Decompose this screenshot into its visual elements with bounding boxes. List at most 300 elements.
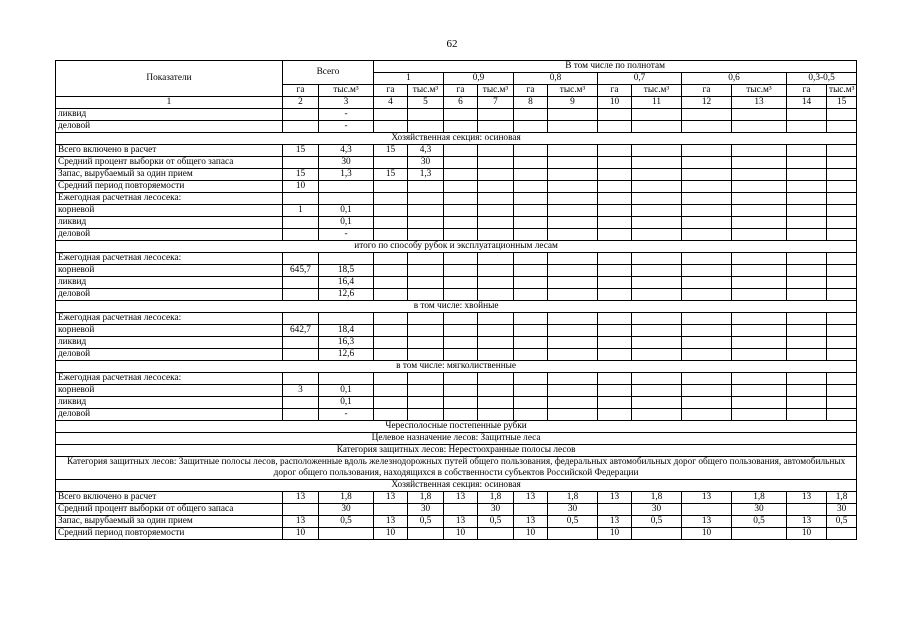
table-cell xyxy=(632,277,682,289)
table-cell xyxy=(632,528,682,540)
table-cell xyxy=(732,325,787,337)
section-row xyxy=(56,133,857,145)
table-cell xyxy=(444,169,478,181)
table-row xyxy=(56,373,857,385)
table-cell: 10 xyxy=(787,528,827,540)
table-row xyxy=(56,193,857,205)
column-number: 11 xyxy=(632,97,682,109)
table-cell xyxy=(514,121,548,133)
table-cell: 1,8 xyxy=(319,492,374,504)
table-cell xyxy=(408,349,444,361)
table-cell xyxy=(408,289,444,301)
table-cell xyxy=(827,193,857,205)
table-cell xyxy=(548,289,598,301)
table-cell xyxy=(548,265,598,277)
table-cell xyxy=(682,109,732,121)
table-cell xyxy=(514,313,548,325)
table-cell: 0,5 xyxy=(827,516,857,528)
table-cell xyxy=(632,145,682,157)
table-cell xyxy=(682,504,732,516)
table-cell xyxy=(444,277,478,289)
table-cell xyxy=(682,385,732,397)
table-cell xyxy=(548,397,598,409)
table-cell xyxy=(319,373,374,385)
table-cell xyxy=(632,109,682,121)
table-cell: 13 xyxy=(283,516,319,528)
table-cell xyxy=(682,193,732,205)
table-cell xyxy=(827,397,857,409)
row-label: корневой xyxy=(56,265,283,277)
table-cell xyxy=(408,193,444,205)
table-cell xyxy=(732,229,787,241)
table-cell xyxy=(682,181,732,193)
table-cell xyxy=(682,373,732,385)
table-cell xyxy=(827,409,857,421)
table-cell: 4,3 xyxy=(408,145,444,157)
table-cell xyxy=(787,397,827,409)
page-number: 62 xyxy=(446,38,458,50)
header-unit: тыс.м³ xyxy=(548,85,598,97)
column-number: 1 xyxy=(56,97,283,109)
table-cell: 18,5 xyxy=(319,265,374,277)
header-unit: га xyxy=(682,85,732,97)
table-cell xyxy=(827,385,857,397)
table-cell: 0,5 xyxy=(408,516,444,528)
table-cell: 12,6 xyxy=(319,349,374,361)
table-cell xyxy=(283,277,319,289)
table-cell: 13 xyxy=(444,516,478,528)
table-cell xyxy=(514,373,548,385)
table-cell xyxy=(548,145,598,157)
table-cell xyxy=(732,193,787,205)
section-title: в том числе: мягколиственные xyxy=(56,361,857,373)
table-row xyxy=(56,253,857,265)
table-cell xyxy=(632,169,682,181)
column-number: 5 xyxy=(408,97,444,109)
table-cell xyxy=(827,157,857,169)
table-cell xyxy=(548,337,598,349)
section-row xyxy=(56,421,857,433)
table-cell: 0,5 xyxy=(632,516,682,528)
table-cell xyxy=(408,253,444,265)
table-cell: 0,5 xyxy=(478,516,514,528)
header-row-numbers xyxy=(56,97,857,109)
section-title: Чересполосные постепенные рубки xyxy=(56,421,857,433)
table-row xyxy=(56,121,857,133)
table-cell xyxy=(598,313,632,325)
table-cell xyxy=(787,385,827,397)
table-cell xyxy=(444,325,478,337)
table-cell xyxy=(548,409,598,421)
table-cell xyxy=(408,265,444,277)
table-cell xyxy=(514,325,548,337)
table-cell xyxy=(787,313,827,325)
table-cell: 30 xyxy=(478,504,514,516)
table-cell xyxy=(548,169,598,181)
table-cell xyxy=(408,217,444,229)
table-cell xyxy=(682,409,732,421)
table-cell xyxy=(374,217,408,229)
table-cell xyxy=(478,349,514,361)
table-cell xyxy=(732,121,787,133)
table-cell xyxy=(732,528,787,540)
table-cell xyxy=(514,349,548,361)
table-cell xyxy=(548,313,598,325)
section-row xyxy=(56,445,857,457)
table-cell xyxy=(514,504,548,516)
table-cell xyxy=(732,409,787,421)
header-indicators: Показатели xyxy=(56,61,283,97)
table-row xyxy=(56,325,857,337)
table-cell: 10 xyxy=(283,528,319,540)
table-cell xyxy=(444,145,478,157)
table-cell xyxy=(732,253,787,265)
table-row xyxy=(56,313,857,325)
table-cell xyxy=(444,265,478,277)
table-cell xyxy=(374,229,408,241)
table-cell xyxy=(283,409,319,421)
table-cell xyxy=(787,145,827,157)
header-unit: тыс.м³ xyxy=(319,85,374,97)
row-label: деловой xyxy=(56,289,283,301)
table-cell xyxy=(374,409,408,421)
table-cell xyxy=(283,109,319,121)
table-cell xyxy=(598,181,632,193)
table-cell xyxy=(408,277,444,289)
table-header xyxy=(56,61,857,109)
table-cell xyxy=(478,193,514,205)
table-cell xyxy=(374,157,408,169)
table-cell xyxy=(682,157,732,169)
section-title: Хозяйственная секция: осиновая xyxy=(56,133,857,145)
row-label: Всего включено в расчет xyxy=(56,492,283,504)
table-cell xyxy=(283,229,319,241)
table-cell xyxy=(827,145,857,157)
table-cell xyxy=(598,109,632,121)
table-cell xyxy=(787,169,827,181)
table-cell: 1,3 xyxy=(319,169,374,181)
table-cell xyxy=(787,181,827,193)
table-row xyxy=(56,337,857,349)
table-cell: 15 xyxy=(283,145,319,157)
table-cell: 1,8 xyxy=(408,492,444,504)
table-cell xyxy=(374,253,408,265)
table-cell xyxy=(514,109,548,121)
row-label: деловой xyxy=(56,349,283,361)
table-cell: 645,7 xyxy=(283,265,319,277)
table-cell xyxy=(632,325,682,337)
table-cell xyxy=(827,265,857,277)
table-cell xyxy=(598,504,632,516)
table-cell: 10 xyxy=(283,181,319,193)
table-cell xyxy=(548,121,598,133)
table-cell xyxy=(598,265,632,277)
table-cell xyxy=(478,409,514,421)
table-cell xyxy=(632,313,682,325)
table-cell: 15 xyxy=(283,169,319,181)
table-cell xyxy=(478,337,514,349)
table-cell xyxy=(514,397,548,409)
table-cell xyxy=(408,385,444,397)
header-density: 0,7 xyxy=(598,73,682,85)
table-cell xyxy=(283,373,319,385)
table-cell: 30 xyxy=(732,504,787,516)
table-cell xyxy=(548,217,598,229)
column-number: 2 xyxy=(283,97,319,109)
table-cell xyxy=(478,397,514,409)
table-cell xyxy=(408,373,444,385)
table-cell xyxy=(319,528,374,540)
table-cell xyxy=(827,277,857,289)
table-row xyxy=(56,349,857,361)
table-cell: 0,1 xyxy=(319,205,374,217)
table-cell xyxy=(827,205,857,217)
table-cell xyxy=(444,217,478,229)
table-cell xyxy=(478,109,514,121)
header-including: В том числе по полнотам xyxy=(374,61,857,73)
table-cell xyxy=(478,205,514,217)
table-cell xyxy=(374,349,408,361)
section-title: итого по способу рубок и эксплуатационным лесам xyxy=(56,241,857,253)
table-cell xyxy=(732,265,787,277)
table-cell xyxy=(374,325,408,337)
table-cell xyxy=(598,217,632,229)
table-cell xyxy=(682,397,732,409)
table-body xyxy=(56,109,857,540)
row-label: корневой xyxy=(56,385,283,397)
column-number: 9 xyxy=(548,97,598,109)
table-cell xyxy=(732,145,787,157)
table-cell xyxy=(682,265,732,277)
table-cell xyxy=(827,337,857,349)
table-cell xyxy=(374,121,408,133)
table-cell xyxy=(478,253,514,265)
table-cell xyxy=(827,253,857,265)
table-cell xyxy=(444,205,478,217)
table-cell xyxy=(444,409,478,421)
column-number: 15 xyxy=(827,97,857,109)
table-cell xyxy=(598,205,632,217)
table-cell xyxy=(732,181,787,193)
table-row xyxy=(56,217,857,229)
table-cell: 30 xyxy=(408,504,444,516)
table-cell xyxy=(598,409,632,421)
table-row xyxy=(56,409,857,421)
table-cell xyxy=(514,145,548,157)
table-cell xyxy=(548,181,598,193)
table-cell xyxy=(787,109,827,121)
table-cell: 12,6 xyxy=(319,289,374,301)
table-cell xyxy=(598,157,632,169)
table-cell xyxy=(514,253,548,265)
table-cell xyxy=(444,229,478,241)
forest-plan-table xyxy=(55,60,857,540)
table-cell: 18,4 xyxy=(319,325,374,337)
table-cell: 0,1 xyxy=(319,397,374,409)
header-unit: га xyxy=(514,85,548,97)
table-cell: 13 xyxy=(514,492,548,504)
table-cell xyxy=(283,349,319,361)
header-density: 0,9 xyxy=(444,73,514,85)
table-cell: 3 xyxy=(283,385,319,397)
table-cell xyxy=(283,337,319,349)
table-cell xyxy=(732,109,787,121)
column-number: 3 xyxy=(319,97,374,109)
header-unit: га xyxy=(787,85,827,97)
table-cell: 10 xyxy=(598,528,632,540)
header-density: 0,8 xyxy=(514,73,598,85)
row-label: деловой xyxy=(56,121,283,133)
table-row xyxy=(56,385,857,397)
table-row xyxy=(56,229,857,241)
table-cell xyxy=(478,528,514,540)
section-title: Категория защитных лесов: Защитные полосы лесов, расположенные вдоль железнодорожных путей общего пользования, федеральных автомобильных дорог общего пользования, автомобильных дорог общего пользования, находящихся в собственности субъектов Российской Федерации xyxy=(56,457,857,480)
table-cell xyxy=(319,313,374,325)
column-number: 10 xyxy=(598,97,632,109)
table-cell xyxy=(682,325,732,337)
table-cell xyxy=(408,397,444,409)
table-cell xyxy=(374,337,408,349)
table-cell xyxy=(598,397,632,409)
table-cell xyxy=(787,409,827,421)
header-unit: тыс.м³ xyxy=(408,85,444,97)
table-cell: 0,5 xyxy=(319,516,374,528)
table-cell xyxy=(682,337,732,349)
table-cell xyxy=(408,181,444,193)
table-cell xyxy=(548,373,598,385)
table-cell xyxy=(408,109,444,121)
header-density: 0,6 xyxy=(682,73,787,85)
table-cell xyxy=(787,277,827,289)
table-cell: 15 xyxy=(374,169,408,181)
table-cell xyxy=(444,253,478,265)
table-cell xyxy=(408,409,444,421)
table-cell xyxy=(548,385,598,397)
table-cell xyxy=(682,229,732,241)
table-cell xyxy=(682,169,732,181)
table-cell: 13 xyxy=(598,492,632,504)
table-cell xyxy=(478,265,514,277)
table-cell xyxy=(374,313,408,325)
table-cell: - xyxy=(319,229,374,241)
table-cell xyxy=(682,121,732,133)
section-row xyxy=(56,457,857,480)
table-row xyxy=(56,504,857,516)
table-cell: 13 xyxy=(787,492,827,504)
table-cell xyxy=(374,181,408,193)
table-cell: 30 xyxy=(319,504,374,516)
table-cell: 10 xyxy=(682,528,732,540)
row-label: ликвид xyxy=(56,277,283,289)
table-cell xyxy=(444,397,478,409)
table-cell: 16,4 xyxy=(319,277,374,289)
table-row xyxy=(56,516,857,528)
table-cell: 13 xyxy=(598,516,632,528)
column-number: 12 xyxy=(682,97,732,109)
table-cell xyxy=(548,229,598,241)
table-cell xyxy=(632,253,682,265)
header-unit: тыс.м³ xyxy=(478,85,514,97)
table-cell: 13 xyxy=(374,516,408,528)
table-cell xyxy=(732,373,787,385)
table-cell xyxy=(514,337,548,349)
table-cell xyxy=(632,385,682,397)
table-cell xyxy=(632,397,682,409)
table-cell xyxy=(374,504,408,516)
table-row xyxy=(56,397,857,409)
table-cell: 0,5 xyxy=(548,516,598,528)
table-cell xyxy=(478,157,514,169)
table-cell xyxy=(732,277,787,289)
table-cell xyxy=(514,217,548,229)
header-total: Всего xyxy=(283,61,374,85)
table-cell xyxy=(732,313,787,325)
table-cell xyxy=(408,325,444,337)
table-cell xyxy=(827,121,857,133)
table-cell xyxy=(408,121,444,133)
table-cell xyxy=(514,265,548,277)
table-cell xyxy=(787,373,827,385)
table-cell xyxy=(598,349,632,361)
table-cell xyxy=(514,193,548,205)
table-cell xyxy=(374,205,408,217)
table-cell: 30 xyxy=(827,504,857,516)
table-cell xyxy=(732,397,787,409)
table-cell xyxy=(598,373,632,385)
section-row xyxy=(56,241,857,253)
table-cell xyxy=(478,385,514,397)
table-row xyxy=(56,145,857,157)
row-label: Ежегодная расчетная лесосека: xyxy=(56,313,283,325)
row-label: корневой xyxy=(56,205,283,217)
table-cell xyxy=(548,205,598,217)
table-cell xyxy=(548,325,598,337)
table-cell: 15 xyxy=(374,145,408,157)
table-cell xyxy=(598,145,632,157)
table-cell xyxy=(598,193,632,205)
table-cell xyxy=(283,397,319,409)
table-cell xyxy=(444,181,478,193)
table-cell xyxy=(548,253,598,265)
row-label: Ежегодная расчетная лесосека: xyxy=(56,193,283,205)
header-unit: тыс.м³ xyxy=(827,85,857,97)
table-cell xyxy=(787,253,827,265)
table-cell xyxy=(827,289,857,301)
column-number: 13 xyxy=(732,97,787,109)
table-cell xyxy=(408,528,444,540)
table-cell xyxy=(374,265,408,277)
table-cell: 30 xyxy=(319,157,374,169)
table-row xyxy=(56,157,857,169)
row-label: ликвид xyxy=(56,217,283,229)
table-cell: 13 xyxy=(682,516,732,528)
table-cell: 13 xyxy=(444,492,478,504)
table-cell xyxy=(478,277,514,289)
table-cell xyxy=(444,289,478,301)
table-cell xyxy=(408,313,444,325)
table-cell xyxy=(682,289,732,301)
table-cell xyxy=(598,277,632,289)
table-cell xyxy=(319,253,374,265)
row-label: корневой xyxy=(56,325,283,337)
table-cell xyxy=(283,193,319,205)
section-row xyxy=(56,301,857,313)
table-cell xyxy=(514,289,548,301)
row-label: Ежегодная расчетная лесосека: xyxy=(56,373,283,385)
table-cell: 13 xyxy=(787,516,827,528)
section-title: Категория защитных лесов: Нерестоохранные полосы лесов xyxy=(56,445,857,457)
row-label: Средний процент выборки от общего запаса xyxy=(56,504,283,516)
